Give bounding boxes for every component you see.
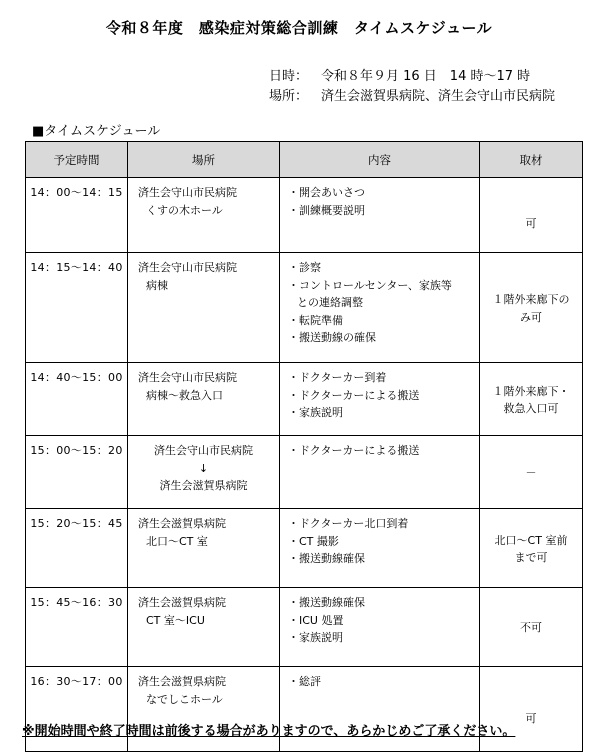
row-place xyxy=(128,253,280,363)
content-line: ・転院準備 xyxy=(288,313,343,327)
row-press: － xyxy=(480,436,583,509)
table-row xyxy=(26,436,583,509)
place-label: 場所： xyxy=(269,89,309,104)
row-place xyxy=(128,436,280,509)
row-place xyxy=(128,588,280,667)
place-line: 済生会滋賀県病院 xyxy=(138,596,226,609)
table-row xyxy=(26,178,583,253)
content-line: ・ドクターカー到着 xyxy=(288,371,387,384)
row-place xyxy=(128,178,280,253)
content-line: ・搬送動線の確保 xyxy=(288,331,376,344)
arrow-down-icon: ↓ xyxy=(198,461,209,475)
row-press: １階外来廊下の み可 xyxy=(480,253,583,363)
content-line: ・総評 xyxy=(288,675,321,688)
event-meta xyxy=(269,67,555,107)
content-line: との連絡調整 xyxy=(297,296,363,309)
content-line: ・家族説明 xyxy=(288,631,343,644)
place-line: 済生会守山市民病院 xyxy=(154,444,253,457)
row-time: 15：45～16：30 xyxy=(26,588,128,667)
place-line: 病棟～救急入口 xyxy=(146,388,223,402)
row-press: 不可 xyxy=(480,588,583,667)
row-time: 15：20～15：45 xyxy=(26,509,128,588)
footer-note: ※開始時間や終了時間は前後する場合がありますので、あらかじめご了承ください。 xyxy=(22,724,516,739)
content-line: ・ドクターカーによる搬送 xyxy=(288,444,420,457)
table-row xyxy=(26,509,583,588)
place-row xyxy=(269,87,555,107)
content-line: ・診察 xyxy=(288,261,321,274)
row-place xyxy=(128,363,280,436)
place-value: 済生会滋賀県病院、済生会守山市民病院 xyxy=(321,89,556,104)
place-line: 北口～CT 室 xyxy=(146,534,208,548)
header-press: 取材 xyxy=(480,142,583,178)
place-line: なでしこホール xyxy=(146,692,223,706)
row-content xyxy=(280,253,480,363)
content-line: ・ドクターカーによる搬送 xyxy=(288,388,420,402)
section-heading: ■タイムスケジュール xyxy=(32,124,161,139)
table-row xyxy=(26,363,583,436)
row-time: 14：00～14：15 xyxy=(26,178,128,253)
header-content: 内容 xyxy=(280,142,480,178)
place-line: 済生会守山市民病院 xyxy=(138,261,237,274)
row-press: 可 xyxy=(480,178,583,253)
content-line: ・ドクターカー北口到着 xyxy=(288,517,409,530)
row-content xyxy=(280,509,480,588)
row-press: 北口～CT 室前 まで可 xyxy=(480,509,583,588)
table-header-row xyxy=(26,142,583,178)
content-line: ・コントロールセンター、家族等 xyxy=(288,278,452,292)
place-line: 済生会滋賀県病院 xyxy=(138,517,226,530)
header-place: 場所 xyxy=(128,142,280,178)
row-time: 14：15～14：40 xyxy=(26,253,128,363)
row-content xyxy=(280,363,480,436)
row-press: 可 xyxy=(480,667,583,752)
table-row xyxy=(26,253,583,363)
table-row xyxy=(26,588,583,667)
row-content xyxy=(280,588,480,667)
row-content xyxy=(280,436,480,509)
date-label: 日時： xyxy=(269,69,309,84)
row-place xyxy=(128,509,280,588)
row-time: 14：40～15：00 xyxy=(26,363,128,436)
row-press: １階外来廊下・ 救急入口可 xyxy=(480,363,583,436)
content-line: ・搬送動線確保 xyxy=(288,552,365,565)
place-line: CT 室～ICU xyxy=(146,613,205,627)
place-line: 病棟 xyxy=(146,278,168,292)
place-line: 済生会守山市民病院 xyxy=(138,186,237,199)
content-line: ・CT 撮影 xyxy=(288,534,339,548)
place-line: 済生会滋賀県病院 xyxy=(138,675,226,688)
date-value: 令和８年９月 16 日 14 時～17 時 xyxy=(321,69,531,84)
schedule-table xyxy=(25,141,583,752)
place-line: 済生会滋賀県病院 xyxy=(159,479,248,492)
place-line: 済生会守山市民病院 xyxy=(138,371,237,384)
content-line: ・搬送動線確保 xyxy=(288,596,365,609)
place-line: くすの木ホール xyxy=(146,203,223,217)
row-time: 15：00～15：20 xyxy=(26,436,128,509)
content-line: ・家族説明 xyxy=(288,406,343,419)
content-line: ・開会あいさつ xyxy=(288,186,365,199)
row-content xyxy=(280,178,480,253)
date-row xyxy=(269,67,555,87)
document-title: 令和８年度 感染症対策総合訓練 タイムスケジュール xyxy=(105,19,493,37)
content-line: ・ICU 処置 xyxy=(288,613,344,627)
header-time: 予定時間 xyxy=(26,142,128,178)
row-time: 16：30～17：00 xyxy=(26,667,128,752)
content-line: ・訓練概要説明 xyxy=(288,203,365,217)
